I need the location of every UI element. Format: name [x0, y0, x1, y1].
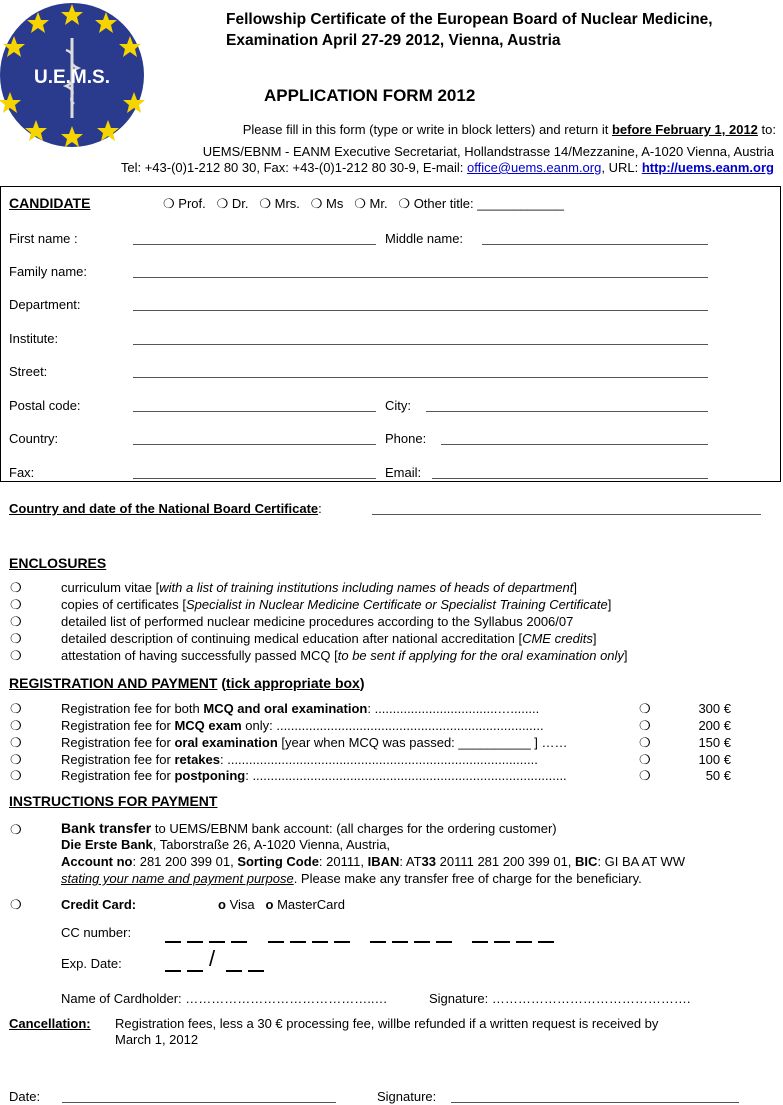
institute-field[interactable] [133, 344, 708, 345]
instruction-line: Please fill in this form (type or write in block letters) and return it before February 1, 2012 to: [242, 122, 776, 137]
header-title-line2: Examination April 27-29 2012, Vienna, Austria [226, 32, 561, 49]
middle-name-label: Middle name: [385, 231, 464, 246]
family-name-label: Family name: [9, 264, 88, 279]
fee-price: 100 € [698, 752, 731, 767]
fee-price: 50 € [705, 768, 731, 783]
email-link[interactable]: office@uems.eanm.org [466, 160, 602, 175]
registration-heading: REGISTRATION AND PAYMENT (tick appropriate box) [9, 675, 365, 691]
radio-icon: ❍ [354, 196, 366, 211]
signature-label: Signature: [377, 1089, 437, 1104]
radio-icon: ❍ [310, 196, 323, 211]
logo-text: U.E.M.S. [33, 67, 111, 88]
enclosure-item: curriculum vitae [with a list of training institutions including names of heads of department] [61, 580, 577, 595]
date-field[interactable] [62, 1102, 336, 1103]
form-title: APPLICATION FORM 2012 [264, 86, 476, 105]
checkbox-icon[interactable]: ❍ [639, 718, 651, 733]
cc-number-label: CC number: [61, 925, 132, 940]
uems-logo [0, 0, 150, 150]
title-options: ❍ Prof. ❍ Dr. ❍ Mrs. ❍ Ms ❍ Mr. ❍ Other title: ____________ [163, 196, 565, 211]
checkbox-icon[interactable]: ❍ [10, 735, 22, 750]
title-option-prof[interactable]: ❍ Prof. [163, 196, 206, 211]
family-name-field[interactable] [133, 277, 708, 278]
bank-transfer-line: Bank transfer to UEMS/EBNM bank account: (all charges for the ordering customer) [61, 820, 557, 836]
title-option-dr[interactable]: ❍ Dr. [216, 196, 249, 211]
fee-item: Registration fee for retakes: ...................................................................................... [61, 752, 538, 767]
signature-field[interactable] [451, 1102, 739, 1103]
checkbox-icon[interactable]: ❍ [10, 614, 22, 629]
url-link[interactable]: http://uems.eanm.org [641, 160, 774, 175]
title-option-mr[interactable]: ❍ Mr. [354, 196, 388, 211]
cancellation-text-2: March 1, 2012 [115, 1032, 199, 1047]
checkbox-icon[interactable]: ❍ [10, 718, 22, 733]
national-board-label: Country and date of the National Board Certificate: [9, 501, 322, 516]
fee-price: 300 € [698, 701, 731, 716]
bank-account-line: Account no: 281 200 399 01, Sorting Code: 20111, IBAN: AT33 20111 281 200 399 01, BIC: GI BA AT WW [61, 854, 686, 869]
city-label: City: [385, 398, 411, 413]
email-field[interactable] [432, 478, 708, 479]
checkbox-icon[interactable]: ❍ [10, 752, 22, 767]
card-type-options: o Visa o MasterCard [218, 897, 345, 912]
country-field[interactable] [133, 444, 376, 445]
fee-price: 150 € [698, 735, 731, 750]
contact-line: Tel: +43-(0)1-212 80 30, Fax: +43-(0)1-212 80 30-9, E-mail: office@uems.eanm.org, URL: http://uems.eanm.org [120, 160, 774, 175]
first-name-field[interactable] [133, 244, 376, 245]
national-board-field[interactable] [372, 514, 761, 515]
department-field[interactable] [133, 310, 708, 311]
radio-icon: ❍ [259, 196, 271, 211]
fee-item: Registration fee for oral examination [year when MCQ was passed: __________ ] …… [61, 735, 568, 750]
phone-label: Phone: [385, 431, 427, 446]
radio-icon[interactable]: o [218, 897, 226, 912]
date-label: Date: [9, 1089, 41, 1104]
postal-code-label: Postal code: [9, 398, 81, 413]
exp-date-label: Exp. Date: [61, 956, 122, 971]
checkbox-icon[interactable]: ❍ [10, 897, 22, 912]
city-field[interactable] [426, 411, 708, 412]
candidate-heading: CANDIDATE [9, 195, 91, 211]
enclosures-heading: ENCLOSURES [9, 555, 107, 571]
payment-heading: INSTRUCTIONS FOR PAYMENT [9, 793, 218, 809]
postal-code-field[interactable] [133, 411, 376, 412]
cancellation-label: Cancellation: [9, 1016, 91, 1031]
card-signature-field[interactable]: Signature: ………………………………………. [429, 991, 691, 1006]
first-name-label: First name : [9, 231, 78, 246]
header-title-line1: Fellowship Certificate of the European Board of Nuclear Medicine, [226, 11, 713, 28]
street-field[interactable] [133, 377, 708, 378]
checkbox-icon[interactable]: ❍ [639, 768, 651, 783]
cancellation-text-1: Registration fees, less a 30 € processing fee, willbe refunded if a written request is received by [115, 1016, 659, 1031]
checkbox-icon[interactable]: ❍ [10, 822, 22, 837]
cardholder-field[interactable]: Name of Cardholder: ……………………………………..… [61, 991, 388, 1006]
radio-icon: ❍ [216, 196, 229, 211]
checkbox-icon[interactable]: ❍ [10, 768, 22, 783]
fee-item: Registration fee for postponing: ....................................................................................... [61, 768, 567, 783]
fee-price: 200 € [698, 718, 731, 733]
checkbox-icon[interactable]: ❍ [10, 701, 22, 716]
phone-field[interactable] [441, 444, 708, 445]
country-label: Country: [9, 431, 59, 446]
email-label: Email: [385, 465, 422, 480]
title-option-ms[interactable]: ❍ Ms [310, 196, 344, 211]
bank-address-line: Die Erste Bank, Taborstraße 26, A-1020 Vienna, Austria, [61, 837, 391, 852]
radio-icon: ❍ [398, 196, 411, 211]
checkbox-icon[interactable]: ❍ [10, 631, 22, 646]
fee-item: Registration fee for both MCQ and oral examination: ..................................…........ [61, 701, 540, 716]
fax-field[interactable] [133, 478, 376, 479]
title-option-other[interactable]: ❍ Other title: [398, 196, 474, 211]
checkbox-icon[interactable]: ❍ [639, 752, 651, 767]
checkbox-icon[interactable]: ❍ [639, 701, 651, 716]
enclosure-item: detailed list of performed nuclear medicine procedures according to the Syllabus 2006/07 [61, 614, 574, 629]
middle-name-field[interactable] [482, 244, 708, 245]
radio-icon[interactable]: o [265, 897, 274, 912]
street-label: Street: [9, 364, 48, 379]
checkbox-icon[interactable]: ❍ [10, 580, 22, 595]
enclosure-item: detailed description of continuing medical education after national accreditation [CME credits] [61, 631, 597, 646]
enclosure-item: copies of certificates [Specialist in Nuclear Medicine Certificate or Specialist Training Certificate] [61, 597, 612, 612]
bank-note-line: stating your name and payment purpose. Please make any transfer free of charge for the beneficiary. [61, 871, 642, 886]
fax-label: Fax: [9, 465, 35, 480]
fee-item: Registration fee for MCQ exam only: .......................................................................... [61, 718, 544, 733]
checkbox-icon[interactable]: ❍ [10, 648, 22, 663]
institute-label: Institute: [9, 331, 59, 346]
radio-icon: ❍ [163, 196, 175, 211]
deadline: before February 1, 2012 [611, 122, 758, 137]
secretariat-address: UEMS/EBNM - EANM Executive Secretariat, Hollandstrasse 14/Mezzanine, A-1020 Vienna, Austria [202, 144, 774, 159]
credit-card-label: Credit Card: [61, 897, 137, 912]
checkbox-icon[interactable]: ❍ [639, 735, 651, 750]
department-label: Department: [9, 297, 81, 312]
title-option-mrs[interactable]: ❍ Mrs. [259, 196, 300, 211]
enclosure-item: attestation of having successfully passed MCQ [to be sent if applying for the oral examination only] [61, 648, 628, 663]
checkbox-icon[interactable]: ❍ [10, 597, 22, 612]
